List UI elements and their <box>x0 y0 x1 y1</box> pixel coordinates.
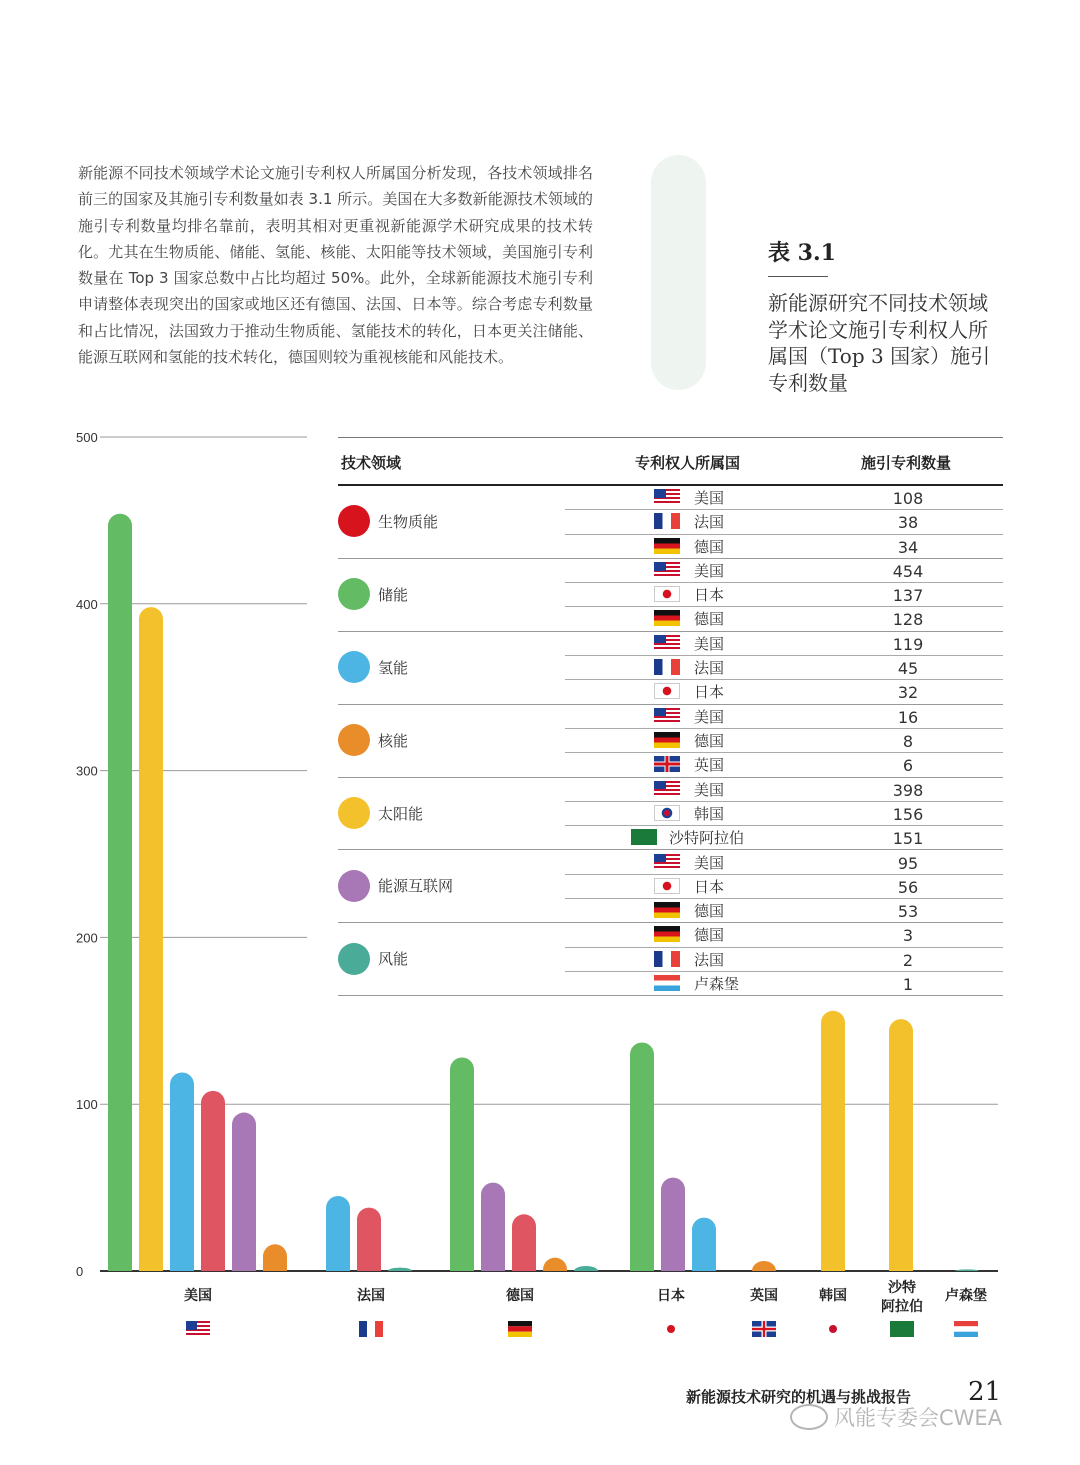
table-row <box>565 704 1003 729</box>
table-row <box>565 801 1003 826</box>
bar <box>481 1183 505 1271</box>
table-row <box>565 679 1003 703</box>
intro-paragraph: 新能源不同技术领域学术论文施引专利权人所属国分析发现，各技术领域排名前三的国家及其施引专利数量如表 3.1 所示。美国在大多数新能源技术领域的施引专利数量均排名靠前，表明其相对更重视新能源学术研究成果的技术转化。尤其在生物质能、储能、氢能、核能、太阳能等技术领域，美国施引专利数量在 Top 3 国家总数中占比均超过 50%。此外，全球新能源技术施引专利申请整体表现突出的国家或地区还有德国、法国、日本等。综合考虑专利数量和占比情况，法国致力于推动生物质能、氢能技术的转化，日本更关注储能、能源互联网和氢能的技术转化，德国则较为重视核能和风能技术。 <box>78 164 593 367</box>
bar <box>232 1113 256 1271</box>
flag-stripe <box>375 1321 383 1337</box>
y-tick-label: 500 <box>76 430 98 445</box>
flag-us-icon <box>654 562 680 578</box>
flag-de-icon <box>654 732 680 748</box>
patent-count: 454 <box>892 561 924 581</box>
flag-stripe <box>508 1332 532 1337</box>
bar <box>450 1057 474 1271</box>
patent-count: 108 <box>892 489 924 508</box>
country-name: 日本 <box>694 877 725 896</box>
country-name: 法国 <box>694 950 725 969</box>
bar <box>889 1019 913 1271</box>
flag-fr-icon <box>654 659 680 675</box>
field-label: 储能 <box>378 585 409 604</box>
patent-count: 156 <box>892 804 924 824</box>
flag-stripe <box>508 1321 532 1326</box>
flag-emblem <box>667 1325 675 1333</box>
report-title: 新能源技术研究的机遇与挑战报告 <box>686 1388 912 1406</box>
country-name: 日本 <box>694 586 725 605</box>
flag-stripe <box>752 1328 776 1330</box>
flag-stripe <box>954 1321 978 1326</box>
bar <box>201 1091 225 1271</box>
header-field: 技术领域 <box>341 454 402 472</box>
table-group <box>338 558 1003 632</box>
table-label: 表 3.1 <box>768 240 836 266</box>
country-name: 美国 <box>694 707 725 726</box>
country-name: 德国 <box>694 610 725 629</box>
field-color-dot-icon <box>338 870 370 902</box>
flag-us-icon <box>654 635 680 651</box>
country-name: 沙特阿拉伯 <box>669 829 745 848</box>
country-name: 德国 <box>694 731 725 750</box>
flag-jp-icon <box>654 683 680 699</box>
patent-count: 128 <box>892 610 924 630</box>
patent-count: 95 <box>897 853 919 873</box>
bar <box>630 1042 654 1271</box>
flag-de-icon <box>654 538 680 554</box>
field-name <box>338 724 408 756</box>
field-label: 核能 <box>378 731 409 750</box>
bar <box>752 1261 776 1271</box>
table-row <box>565 947 1003 972</box>
country-name: 德国 <box>694 926 725 945</box>
bar <box>170 1073 194 1271</box>
country-name: 法国 <box>694 513 725 532</box>
bar <box>574 1266 598 1271</box>
bar <box>661 1178 685 1271</box>
country-name: 美国 <box>694 853 725 872</box>
table-row <box>565 485 1003 510</box>
patent-count: 3 <box>902 926 914 946</box>
table-header <box>338 437 1003 486</box>
bar <box>139 607 163 1271</box>
country-name: 德国 <box>694 537 725 556</box>
field-color-dot-icon <box>338 943 370 975</box>
x-tick-label: 美国 <box>184 1288 212 1304</box>
country-name: 美国 <box>694 489 725 507</box>
field-name <box>338 651 408 683</box>
x-tick-label: 法国 <box>357 1288 385 1304</box>
field-color-dot-icon <box>338 797 370 829</box>
country-name: 韩国 <box>694 804 725 823</box>
table-group <box>338 850 1003 924</box>
flag-us-icon <box>654 489 680 505</box>
bar <box>388 1268 412 1271</box>
flag-kr-icon <box>654 805 680 821</box>
table-group <box>338 777 1003 851</box>
patent-count: 2 <box>902 950 914 970</box>
patent-count: 398 <box>892 780 924 800</box>
field-name <box>338 870 453 902</box>
y-tick-label: 300 <box>76 763 98 779</box>
patent-count: 38 <box>897 513 919 533</box>
flag-fr-icon <box>654 951 680 967</box>
table-row <box>565 582 1003 607</box>
field-color-dot-icon <box>338 578 370 610</box>
table-row <box>565 850 1003 875</box>
bar <box>357 1208 381 1271</box>
flag-de-icon <box>654 902 680 918</box>
patent-table <box>338 437 1003 997</box>
flag-gb-icon <box>654 756 680 772</box>
table-group <box>338 922 1003 996</box>
y-tick-label: 200 <box>76 930 98 946</box>
field-name <box>338 578 408 610</box>
y-tick-label: 100 <box>76 1097 98 1113</box>
page-number: 21 <box>968 1377 1002 1407</box>
x-tick-label: 卢森堡 <box>945 1288 987 1304</box>
x-tick-label: 日本 <box>657 1288 685 1304</box>
country-name: 法国 <box>694 659 725 678</box>
field-color-dot-icon <box>338 505 370 537</box>
country-name: 美国 <box>694 634 725 653</box>
flag-stripe <box>508 1326 532 1331</box>
field-label: 氢能 <box>378 658 409 677</box>
patent-count: 34 <box>897 537 919 557</box>
table-group <box>338 704 1003 778</box>
patent-count: 53 <box>897 902 919 922</box>
table-row <box>565 971 1003 995</box>
flag-stripe <box>890 1321 914 1337</box>
flag-us-icon <box>654 708 680 724</box>
table-row <box>565 509 1003 534</box>
table-row <box>565 777 1003 802</box>
bar <box>955 1269 979 1271</box>
field-name <box>338 943 408 975</box>
flag-sa-icon <box>631 829 657 845</box>
table-row <box>565 825 1003 849</box>
table-row <box>565 558 1003 583</box>
header-country: 专利权人所属国 <box>635 454 741 472</box>
x-tick-label: 德国 <box>506 1288 534 1304</box>
table-row <box>565 752 1003 776</box>
flag-stripe <box>359 1321 367 1337</box>
watermark <box>790 1402 1002 1432</box>
country-name: 卢森堡 <box>694 974 740 993</box>
patent-count: 151 <box>892 829 924 849</box>
patent-count: 32 <box>897 683 919 703</box>
patent-count: 6 <box>902 756 914 776</box>
header-count: 施引专利数量 <box>861 454 952 472</box>
patent-count: 137 <box>892 586 924 606</box>
patent-count: 119 <box>892 634 924 654</box>
x-tick-label: 韩国 <box>819 1288 847 1304</box>
country-name: 德国 <box>694 902 725 921</box>
table-row <box>565 606 1003 630</box>
field-color-dot-icon <box>338 651 370 683</box>
flag-emblem <box>829 1325 837 1333</box>
flag-stripe <box>954 1326 978 1331</box>
flag-jp-icon <box>654 878 680 894</box>
patent-count: 8 <box>902 731 914 751</box>
table-row <box>565 655 1003 680</box>
flag-us-icon <box>654 854 680 870</box>
wechat-icon <box>790 1404 828 1430</box>
flag-jp-icon <box>654 586 680 602</box>
field-label: 太阳能 <box>378 804 424 823</box>
flag-de-icon <box>654 926 680 942</box>
flag-stripe <box>954 1332 978 1337</box>
field-color-dot-icon <box>338 724 370 756</box>
flag-fr-icon <box>654 513 680 529</box>
bar <box>263 1244 287 1271</box>
table-row <box>565 728 1003 753</box>
table-title: 新能源研究不同技术领域学术论文施引专利权人所属国（Top 3 国家）施引专利数量 <box>768 291 991 395</box>
country-name: 日本 <box>694 683 725 702</box>
country-name: 英国 <box>694 756 725 775</box>
patent-count: 56 <box>897 877 919 897</box>
table-group <box>338 485 1003 559</box>
table-group <box>338 631 1003 705</box>
bar <box>512 1214 536 1271</box>
country-name: 美国 <box>694 780 725 799</box>
table-row <box>565 922 1003 947</box>
bar <box>543 1258 567 1271</box>
x-tick-label: 阿拉伯 <box>881 1299 923 1315</box>
x-tick-label: 沙特 <box>888 1280 916 1296</box>
bar <box>692 1218 716 1271</box>
field-label: 生物质能 <box>378 512 439 531</box>
y-tick-label: 400 <box>76 596 98 612</box>
table-row <box>565 898 1003 922</box>
flag-lu-icon <box>654 975 680 991</box>
flag-de-icon <box>654 610 680 626</box>
x-tick-label: 英国 <box>750 1288 778 1304</box>
flag-stripe <box>186 1331 210 1333</box>
table-row <box>565 631 1003 656</box>
table-row <box>565 534 1003 558</box>
field-label: 风能 <box>378 950 409 969</box>
bar <box>108 514 132 1271</box>
table-row <box>565 874 1003 899</box>
field-name <box>338 797 423 829</box>
flag-stripe <box>186 1321 197 1330</box>
country-name: 美国 <box>694 561 725 580</box>
flag-stripe <box>186 1335 210 1337</box>
flag-stripe <box>367 1321 375 1337</box>
field-label: 能源互联网 <box>378 877 454 896</box>
bar <box>326 1196 350 1271</box>
field-name <box>338 505 438 537</box>
bar <box>821 1011 845 1271</box>
patent-count: 45 <box>897 659 919 679</box>
patent-count: 16 <box>897 707 919 727</box>
flag-us-icon <box>654 781 680 797</box>
y-tick-label: 0 <box>76 1264 84 1279</box>
patent-count: 1 <box>902 974 914 994</box>
watermark-text: 风能专委会CWEA <box>834 1406 1003 1430</box>
